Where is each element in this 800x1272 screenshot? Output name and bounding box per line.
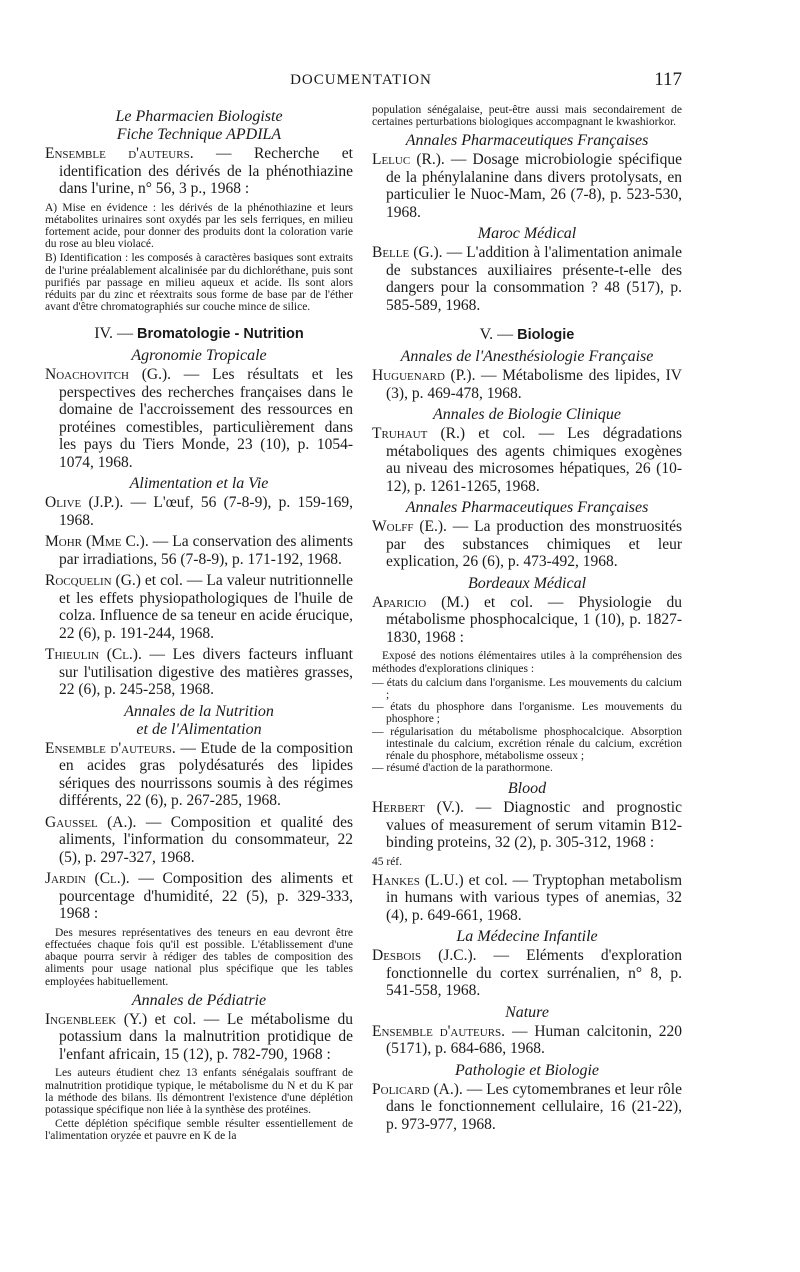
- source-title: La Médecine Infantile: [456, 928, 598, 946]
- bibliography-entry: Aparicio (M.) et col. — Physiologie du métabolisme phosphocalcique, 1 (10), p. 1827-1830, 1968 :: [372, 593, 682, 646]
- source-title: Annales de Biologie Clinique: [433, 406, 621, 424]
- page-number: 117: [654, 69, 682, 90]
- bibliography-entry: Ensemble d'auteurs. — Etude de la composition en acides gras polydésaturés des lipides sériques des nourrissons soumis à des régimes différents, 22 (6), p. 267-285, 1968.: [45, 739, 353, 810]
- entry-note: population sénégalaise, peut-être aussi mais secondairement de certaines perturbations biologiques accompagnant le kwashiorkor.: [372, 104, 682, 129]
- note-list: [372, 677, 682, 775]
- right-column: [372, 104, 682, 1137]
- section-heading: V. — Biologie: [479, 326, 575, 344]
- source-title: Annales Pharmaceutiques Françaises: [405, 499, 649, 517]
- source-title: Nature: [505, 1003, 549, 1021]
- page-header: [40, 69, 682, 94]
- source-title: Annales de Pédiatrie: [131, 991, 267, 1009]
- source-title: Annales de la Nutrition et de l'Alimentation: [124, 702, 274, 738]
- left-column: [45, 104, 353, 1145]
- entry-note: 45 réf.: [372, 855, 403, 868]
- bibliography-entry: Jardin (Cl.). — Composition des aliments et pourcentage d'humidité, 22 (5), p. 329-333, 1968 :: [45, 870, 353, 923]
- bibliography-entry: Belle (G.). — L'addition à l'alimentation animale de substances auxiliaires présente-t-elle des dangers pour la consommation ? 48 (517), p. 585-589, 1968.: [372, 244, 683, 314]
- bibliography-entry: Olive (J.P.). — L'œuf, 56 (7-8-9), p. 159-169, 1968.: [45, 494, 353, 529]
- source-title: Blood: [507, 780, 547, 798]
- bibliography-entry: Hankes (L.U.) et col. — Tryptophan metabolism in humans with various types of anemias, 32 (4), p. 649-661, 1968.: [372, 871, 683, 924]
- bibliography-entry: Noachovitch (G.). — Les résultats et les perspectives des recherches françaises dans le domaine de l'accroissement des ressources en protéines comestibles, particulièrement dans les pays du Tiers Monde, 23 (10), p. 1054-1074, 1968.: [45, 366, 353, 471]
- entry-note: Des mesures représentatives des teneurs en eau devront être effectuées chaque fois qu'il est possible. L'établissement d'une abaque pourra servir à rédiger des tables de composition des aliments pour usage national plus spécifique que les tables employées habituellement.: [45, 926, 353, 988]
- running-title: DOCUMENTATION: [290, 72, 432, 88]
- bibliography-entry: Desbois (J.C.). — Eléments d'exploration fonctionnelle du cortex surrénalien, n° 8, p. 541-558, 1968.: [372, 947, 682, 1000]
- bibliography-entry: Mohr (Mme C.). — La conservation des aliments par irradiations, 56 (7-8-9), p. 171-192, 1968.: [45, 533, 353, 568]
- entry-note: Exposé des notions élémentaires utiles à la compréhension des méthodes d'explorations cliniques :: [372, 650, 682, 675]
- entry-note: B) Identification : les composés à caractères basiques sont extraits de l'urine préalablement alcalinisée par du dichloréthane, puis sont purifiés par passage en milieu aqueux et acide. Ils sont alors réduits par du zinc et réextraits sous forme de base par de l'éther avant d'être chromatographiés sur couche mince de silice.: [45, 252, 353, 314]
- entry-text: — Recherche et identification des dérivés de la phénothiazine dans l'urine, n° 56, 3 p., 1968 :: [59, 145, 353, 197]
- bibliography-entry: Gaussel (A.). — Composition et qualité des aliments, l'information du consommateur, 22 (5), p. 297-327, 1968.: [45, 813, 353, 866]
- bibliography-entry: Policard (A.). — Les cytomembranes et leur rôle dans le fonctionnement cellulaire, 16 (21-22), p. 973-977, 1968.: [372, 1080, 682, 1133]
- bibliography-entry: Rocquelin (G.) et col. — La valeur nutritionnelle et les effets physiopathologiques de l'huile de colza. Influence de sa teneur en acide érucique, 22 (6), p. 191-244, 1968.: [45, 572, 353, 642]
- source-title: Maroc Médical: [477, 225, 577, 243]
- source-title: Bordeaux Médical: [467, 574, 587, 592]
- source-title: Annales de l'Anesthésiologie Française: [400, 348, 654, 366]
- entry-note: A) Mise en évidence : les dérivés de la phénothiazine et leurs métabolites urinaires sont oxydés par les sels ferriques, en milieu fortement acide, pour donner des produits dont la coloration varie du rose au bleu violacé.: [45, 201, 353, 251]
- bibliography-entry: Huguenard (P.). — Métabolisme des lipides, IV (3), p. 469-478, 1968.: [372, 367, 682, 402]
- source-title: Le Pharmacien Biologiste Fiche Technique APDILA: [115, 108, 283, 143]
- bibliography-entry: Thieulin (Cl.). — Les divers facteurs influant sur l'utilisation digestive des matières grasses, 22 (6), p. 245-258, 1968.: [45, 646, 353, 699]
- bibliography-entry: Wolff (E.). — La production des monstruosités par des substances chimiques et leur explication, 26 (6), p. 473-492, 1968.: [372, 518, 682, 571]
- list-item: — états du phosphore dans l'organisme. Les mouvements du phosphore ;: [372, 701, 682, 726]
- bibliography-entry: Leluc (R.). — Dosage microbiologie spécifique de la phénylalanine dans divers protolysats, en particulier le Nuoc-Mam, 26 (7-8), p. 523-530, 1968.: [372, 151, 682, 221]
- bibliography-entry: Ingenbleek (Y.) et col. — Le métabolisme du potassium dans la malnutrition protidique de l'enfant africain, 15 (12), p. 782-790, 1968 :: [45, 1010, 353, 1063]
- bibliography-entry: Truhaut (R.) et col. — Les dégradations métaboliques des agents chimiques exogènes au niveau des microsomes hépatiques, 26 (10-12), p. 1261-1265, 1968.: [372, 425, 683, 495]
- source-title: Annales Pharmaceutiques Françaises: [405, 132, 649, 150]
- source-title: Alimentation et la Vie: [129, 475, 269, 493]
- list-item: — résumé d'action de la parathormone.: [372, 762, 553, 775]
- entry-note: Cette déplétion spécifique semble résulter essentiellement de l'alimentation oryzée et pauvre en K de la: [45, 1118, 353, 1143]
- entry-note: Les auteurs étudient chez 13 enfants sénégalais souffrant de malnutrition protidique typique, le métabolisme du N et du K par la méthode des bilans. Ils démontrent l'existence d'une déplétion potassique spécifique non liée à la synthèse des protéines.: [45, 1067, 353, 1116]
- entry-author: Ensemble d'auteurs.: [45, 145, 194, 162]
- bibliography-entry: [45, 145, 353, 198]
- bibliography-entry: Herbert (V.). — Diagnostic and prognostic values of measurement of serum vitamin B12-binding proteins, 32 (2), p. 305-312, 1968 :: [372, 799, 682, 852]
- bibliography-entry: Ensemble d'auteurs. — Human calcitonin, 220 (5171), p. 684-686, 1968.: [372, 1022, 682, 1058]
- list-item: — régularisation du métabolisme phosphocalcique. Absorption intestinale du calcium, excrétion rénale du calcium, excrétion rénale du phosphore, métabolisme osseux ;: [372, 725, 682, 763]
- source-title: Agronomie Tropicale: [131, 347, 267, 365]
- source-title: Pathologie et Biologie: [455, 1061, 599, 1079]
- section-heading: IV. — Bromatologie - Nutrition: [94, 325, 304, 343]
- list-item: — états du calcium dans l'organisme. Les mouvements du calcium ;: [372, 676, 682, 702]
